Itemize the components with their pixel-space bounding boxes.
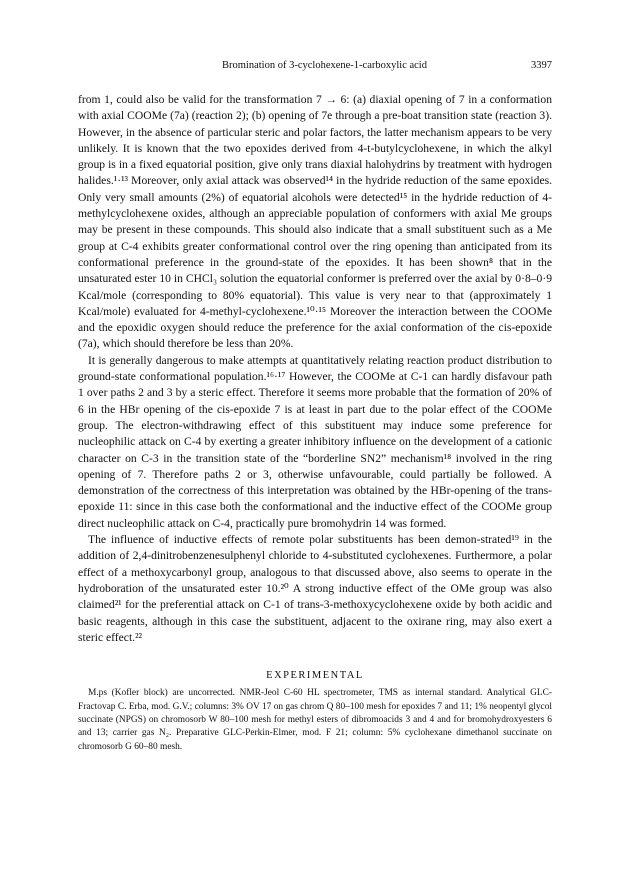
paragraph-2: It is generally dangerous to make attempts at quantitatively relating reaction product distribution to ground-state conformational population.¹⁶·¹⁷ However, the COOMe at C-1 can hardly disfavour path 1 over paths 2 and 3 by a steric effect. Therefore it seems more probable that the formation of 20% of 6 in the HBr opening of the cis-epoxide 7 is at least in part due to the polar effect of the COOMe group. The electron-withdrawing effect of this substituent may induce some preference for nucleophilic attack on C-4 by exerting a greater inhibitory influence on the development of a cationic character on C-3 in the transition state of the “borderline SN2” mechanism¹⁸ involved in the ring opening of 7. Therefore paths 2 or 3, otherwise unfavourable, could partially be followed. A demonstration of the correctness of this interpretation was obtained by the HBr-opening of the trans-epoxide 11: since in this case both the conformational and the inductive effect of the COOMe group direct nucleophilic attack on C-4, practically pure bromohydrin 14 was formed. (78, 353, 552, 530)
page-number: 3397 (531, 60, 552, 71)
journal-page (78, 60, 552, 754)
paragraph-3: The influence of inductive effects of remote polar substituents has been demon-strated¹⁹ in the addition of 2,4-dinitrobenzenesulphenyl chloride to 4-substituted cyclohexenes. Furthermore, a polar effect of a methoxycarbonyl group, analogous to that discussed above, also seems to operate in the hydroboration of the unsaturated ester 10.²⁰ A strong inductive effect of the OMe group was also claimed²¹ for the preferential attack on C-1 of trans-3-methoxycyclohexene oxide by both acidic and basic reagents, although in this case the substituent, adjacent to the oxirane ring, may also exert a steric effect.²² (78, 533, 552, 644)
body-text (78, 92, 552, 646)
section-heading-experimental: EXPERIMENTAL (266, 670, 364, 682)
running-title: Bromination of 3-cyclohexene-1-carboxylic acid (222, 60, 427, 71)
paragraph-1: from 1, could also be valid for the transformation 7 → 6: (a) diaxial opening of 7 in a conformation with axial COOMe (7a) (reaction 2); (b) opening of 7e through a pre-boat transition state (reaction 3). However, in the absence of particular steric and polar factors, the latter mechanism appears to be very unlikely. It is known that the two epoxides derived from 4-t-butylcyclohexene, in which the alkyl group is in a fixed equatorial position, give only trans diaxial halohydrins by treatment with hydrogen halides.¹·¹³ Moreover, only axial attack was observed¹⁴ in the hydride reduction of the same epoxides. Only very small amounts (2%) of equatorial alcohols were detected¹⁵ in the hydride reduction of 4-methylcyclohexene oxides, although an appreciable population of conformers with axial Me groups may be present in these compounds. This should also indicate that a small substituent such as a Me group at C-4 exhibits greater conformational control over the ring opening than anticipated from its conformational preference in the ground-state of the epoxides. It has been shown⁸ that in the unsaturated ester 10 in CHCl₃ solution the equatorial conformer is preferred over the axial by 0·8–0·9 Kcal/mole (corresponding to 80% equatorial). This value is very near to that (approximately 1 Kcal/mole) evaluated for 4-methyl-cyclohexene.¹⁰·¹⁵ Moreover the interaction between the COOMe and the epoxidic oxygen should reduce the preference for the axial conformation of the cis-epoxide (7a), which should therefore be less than 20%. (78, 93, 552, 351)
experimental-text: M.ps (Kofler block) are uncorrected. NMR-Jeol C-60 HL spectrometer, TMS as internal standard. Analytical GLC-Fractovap C. Erba, mod. G.V.; columns: 3% OV 17 on gas chrom Q 80–100 mesh for epoxides 7 and 11; 1% neopentyl glycol succinate (NPGS) on chromosorb W 80–100 mesh for methyl esters of dibromoacids 3 and 4 and for bromohydroxyesters 6 and 13; carrier gas N₂. Preparative GLC-Perkin-Elmer, mod. F 21; column: 5% cyclohexane dimethanol succinate on chromosorb G 60–80 mesh. (78, 688, 552, 752)
running-head (78, 60, 552, 76)
